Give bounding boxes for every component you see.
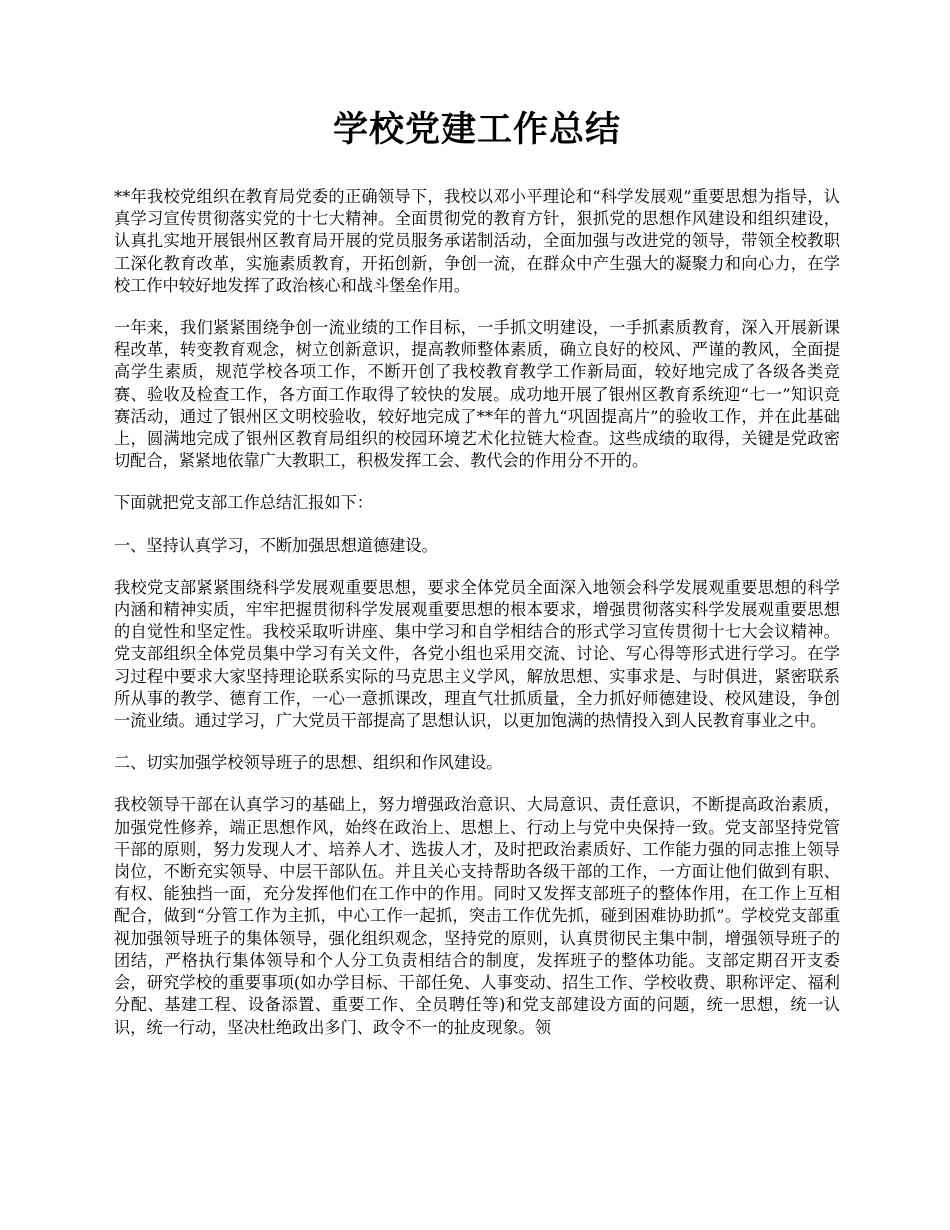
section-heading-1: 一、坚持认真学习，不断加强思想道德建设。 xyxy=(114,535,438,555)
document-title: 学校党建工作总结 xyxy=(332,109,621,150)
section-heading-2: 二、切实加强学校领导班子的思想、组织和作风建设。 xyxy=(114,753,503,773)
intro-paragraph: **年我校党组织在教育局党委的正确领导下，我校以邓小平理论和“科学发展观”重要思想为指导，认真学习宣传贯彻落实党的十七大精神。全面贯彻党的教育方针，狠抓党的思想作风建设和组织建设，认真扎实地开展银州区教育局开展的党员服务承诺制活动，全面加强与改进党的领导，带领全校教职工深化教育改革，实施素质教育，开拓创新，争创一流，在群众中产生强大的凝聚力和向心力，在学校工作中较好地发挥了政治核心和战斗堡垒作用。 xyxy=(114,187,840,295)
achievements-paragraph: 一年来，我们紧紧围绕争创一流业绩的工作目标，一手抓文明建设，一手抓素质教育，深入开展新课程改革，转变教育观念，树立创新意识，提高教师整体素质，确立良好的校风、严谨的教风，全面提高学生素质，规范学校各项工作，不断开创了我校教育教学工作新局面，较好地完成了各级各类竞赛、验收及检查工作，各方面工作取得了较快的发展。成功地开展了银州区教育系统迎“七一”知识竞赛活动，通过了银州区文明校验收，较好地完成了**年的普九“巩固提高片”的验收工作，并在此基础上，圆满地完成了银州区教育局组织的校园环境艺术化拉链大检查。这些成绩的取得，关键是党政密切配合，紧紧地依靠广大教职工，积极发挥工会、教代会的作用分不开的。 xyxy=(114,318,840,471)
section-2-paragraph: 我校领导干部在认真学习的基础上，努力增强政治意识、大局意识、责任意识，不断提高政治素质，加强党性修养，端正思想作风，始终在政治上、思想上、行动上与党中央保持一致。党支部坚持党管干部的原则，努力发现人才、培养人才、选拔人才，及时把政治素质好、工作能力强的同志推上领导岗位，不断充实领导、中层干部队伍。并且关心支持帮助各级干部的工作，一方面让他们做到有职、有权、能独挡一面，充分发挥他们在工作中的作用。同时又发挥支部班子的整体作用，在工作上互相配合，做到“分管工作为主抓，中心工作一起抓，突击工作优先抓，碰到困难协助抓”。学校党支部重视加强领导班子的集体领导，强化组织观念，坚持党的原则，认真贯彻民主集中制，增强领导班子的团结，严格执行集体领导和个人分工负责相结合的制度，发挥班子的整体功能。支部定期召开支委会，研究学校的重要事项(如办学目标、干部任免、人事变动、招生工作、学校收费、职称评定、福利分配、基建工程、设备添置、重要工作、全员聘任等)和党支部建设方面的问题，统一思想，统一认识，统一行动，坚决杜绝政出多门、政令不一的扯皮现象。领 xyxy=(114,795,840,1037)
section-1-paragraph: 我校党支部紧紧围绕科学发展观重要思想，要求全体党员全面深入地领会科学发展观重要思想的科学内涵和精神实质，牢牢把握贯彻科学发展观重要思想的根本要求，增强贯彻落实科学发展观重要思想的自觉性和坚定性。我校采取听讲座、集中学习和自学相结合的形式学习宣传贯彻十七大会议精神。党支部组织全体党员集中学习有关文件，各党小组也采用交流、讨论、写心得等形式进行学习。在学习过程中要求大家坚持理论联系实际的马克思主义学风，解放思想、实事求是、与时俱进，紧密联系所从事的教学、德育工作，一心一意抓课改，理直气壮抓质量，全力抓好师德建设、校风建设，争创一流业绩。通过学习，广大党员干部提高了思想认识，以更加饱满的热情投入到人民教育事业之中。 xyxy=(114,577,840,731)
summary-intro-line: 下面就把党支部工作总结汇报如下： xyxy=(114,493,373,513)
